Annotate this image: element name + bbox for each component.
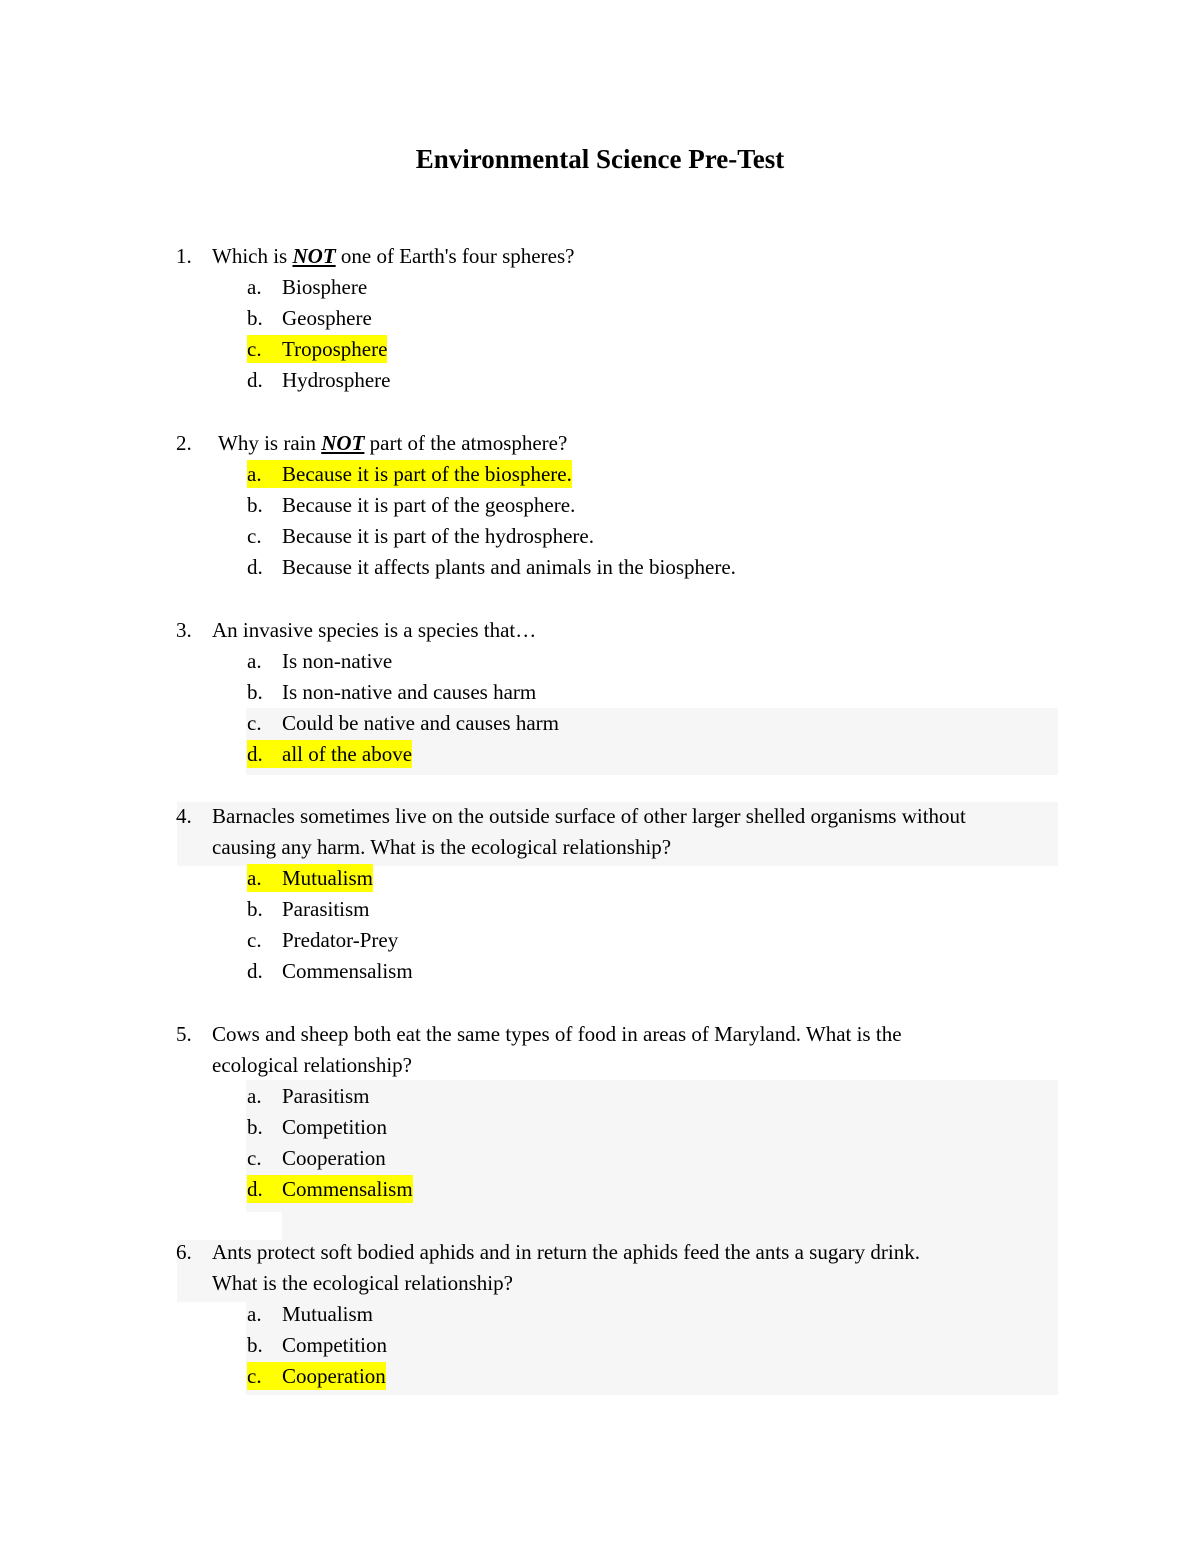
choice-letter: a. [247, 462, 262, 486]
choice-text: Commensalism [282, 1177, 413, 1201]
choice-text: Predator-Prey [282, 928, 399, 952]
choice-text: Because it affects plants and animals in the biosphere. [282, 555, 736, 579]
choice-text: Troposphere [282, 337, 388, 361]
question-text-segment: An invasive species is a species that… [212, 618, 537, 642]
choice-text: Cooperation [282, 1364, 386, 1388]
choice-text: Parasitism [282, 897, 370, 921]
choice-text: Could be native and causes harm [282, 711, 559, 735]
choice-letter: b. [247, 306, 263, 330]
choice-text: Commensalism [282, 959, 413, 983]
choice-letter: b. [247, 680, 263, 704]
question-text-segment: Why is rain [218, 431, 322, 455]
choice-text: Parasitism [282, 1084, 370, 1108]
answer-choice [247, 957, 413, 985]
choice-letter: a. [247, 275, 262, 299]
answer-choice [247, 366, 390, 394]
question-text [212, 242, 574, 270]
answer-choice [247, 895, 370, 923]
question-text-segment: ecological relationship? [212, 1053, 413, 1077]
choice-letter: b. [247, 1115, 263, 1139]
choice-text: Hydrosphere [282, 368, 391, 392]
question-text [212, 1020, 902, 1048]
question-text [212, 1238, 920, 1266]
answer-choice [247, 647, 392, 675]
question-text [212, 833, 671, 861]
choice-letter: c. [247, 1364, 262, 1388]
choice-letter: d. [247, 555, 263, 579]
answer-choice [247, 1144, 386, 1172]
choice-letter: b. [247, 1333, 263, 1357]
emphasis-keyword: NOT [292, 244, 336, 268]
answer-choice [247, 678, 536, 706]
question-number: 2. [176, 431, 192, 455]
question-text-segment: Ants protect soft bodied aphids and in return the aphids feed the ants a sugary drink. [212, 1240, 920, 1264]
choice-text: Because it is part of the hydrosphere. [282, 524, 594, 548]
answer-choice [247, 491, 575, 519]
question-text [218, 429, 567, 457]
choice-letter: c. [247, 928, 262, 952]
answer-choice-highlighted [247, 460, 572, 488]
choice-letter: a. [247, 866, 262, 890]
answer-choice-highlighted [247, 335, 387, 363]
choice-letter: a. [247, 649, 262, 673]
choice-letter: b. [247, 897, 263, 921]
choice-letter: d. [247, 742, 263, 766]
choice-letter: d. [247, 368, 263, 392]
choice-text: Competition [282, 1115, 387, 1139]
choice-text: all of the above [282, 742, 413, 766]
question-text-segment: one of Earth's four spheres? [335, 244, 575, 268]
question-text-segment: What is the ecological relationship? [212, 1271, 513, 1295]
choice-text: Competition [282, 1333, 387, 1357]
emphasis-keyword: NOT [321, 431, 365, 455]
answer-choice [247, 273, 367, 301]
question-text [212, 1051, 412, 1079]
answer-choice [247, 926, 398, 954]
choice-letter: c. [247, 711, 262, 735]
question-text-segment: Which is [212, 244, 293, 268]
question-text-segment: Barnacles sometimes live on the outside surface of other larger shelled organisms without [212, 804, 966, 828]
question-number: 6. [176, 1240, 192, 1264]
answer-choice [247, 709, 559, 737]
choice-text: Mutualism [282, 866, 374, 890]
choice-text: Geosphere [282, 306, 372, 330]
question-text [212, 1269, 513, 1297]
choice-text: Is non-native and causes harm [282, 680, 537, 704]
answer-choice [247, 553, 736, 581]
choice-letter: c. [247, 1146, 262, 1170]
choice-letter: d. [247, 1177, 263, 1201]
choice-text: Because it is part of the biosphere. [282, 462, 572, 486]
question-text [212, 616, 536, 644]
answer-choice-highlighted [247, 740, 412, 768]
question-text-segment: Cows and sheep both eat the same types of food in areas of Maryland. What is the [212, 1022, 902, 1046]
question-number: 3. [176, 618, 192, 642]
answer-choice [247, 522, 594, 550]
choice-letter: c. [247, 337, 262, 361]
answer-choice [247, 304, 372, 332]
answer-choice-highlighted [247, 1362, 386, 1390]
choice-text: Cooperation [282, 1146, 386, 1170]
shaded-block [282, 1210, 1058, 1240]
document-title: Environmental Science Pre-Test [415, 144, 785, 174]
question-text-segment: part of the atmosphere? [364, 431, 568, 455]
choice-text: Biosphere [282, 275, 368, 299]
question-text [212, 802, 966, 830]
answer-choice [247, 1331, 387, 1359]
choice-letter: a. [247, 1084, 262, 1108]
choice-text: Mutualism [282, 1302, 374, 1326]
answer-choice [247, 1113, 387, 1141]
question-number: 4. [176, 804, 192, 828]
answer-choice-highlighted [247, 864, 373, 892]
answer-choice [247, 1300, 373, 1328]
answer-choice [247, 1082, 370, 1110]
choice-letter: a. [247, 1302, 262, 1326]
question-number: 5. [176, 1022, 192, 1046]
choice-text: Because it is part of the geosphere. [282, 493, 576, 517]
answer-choice-highlighted [247, 1175, 413, 1203]
question-number: 1. [176, 244, 192, 268]
choice-letter: b. [247, 493, 263, 517]
choice-letter: c. [247, 524, 262, 548]
question-text-segment: causing any harm. What is the ecological relationship? [212, 835, 672, 859]
choice-letter: d. [247, 959, 263, 983]
choice-text: Is non-native [282, 649, 393, 673]
